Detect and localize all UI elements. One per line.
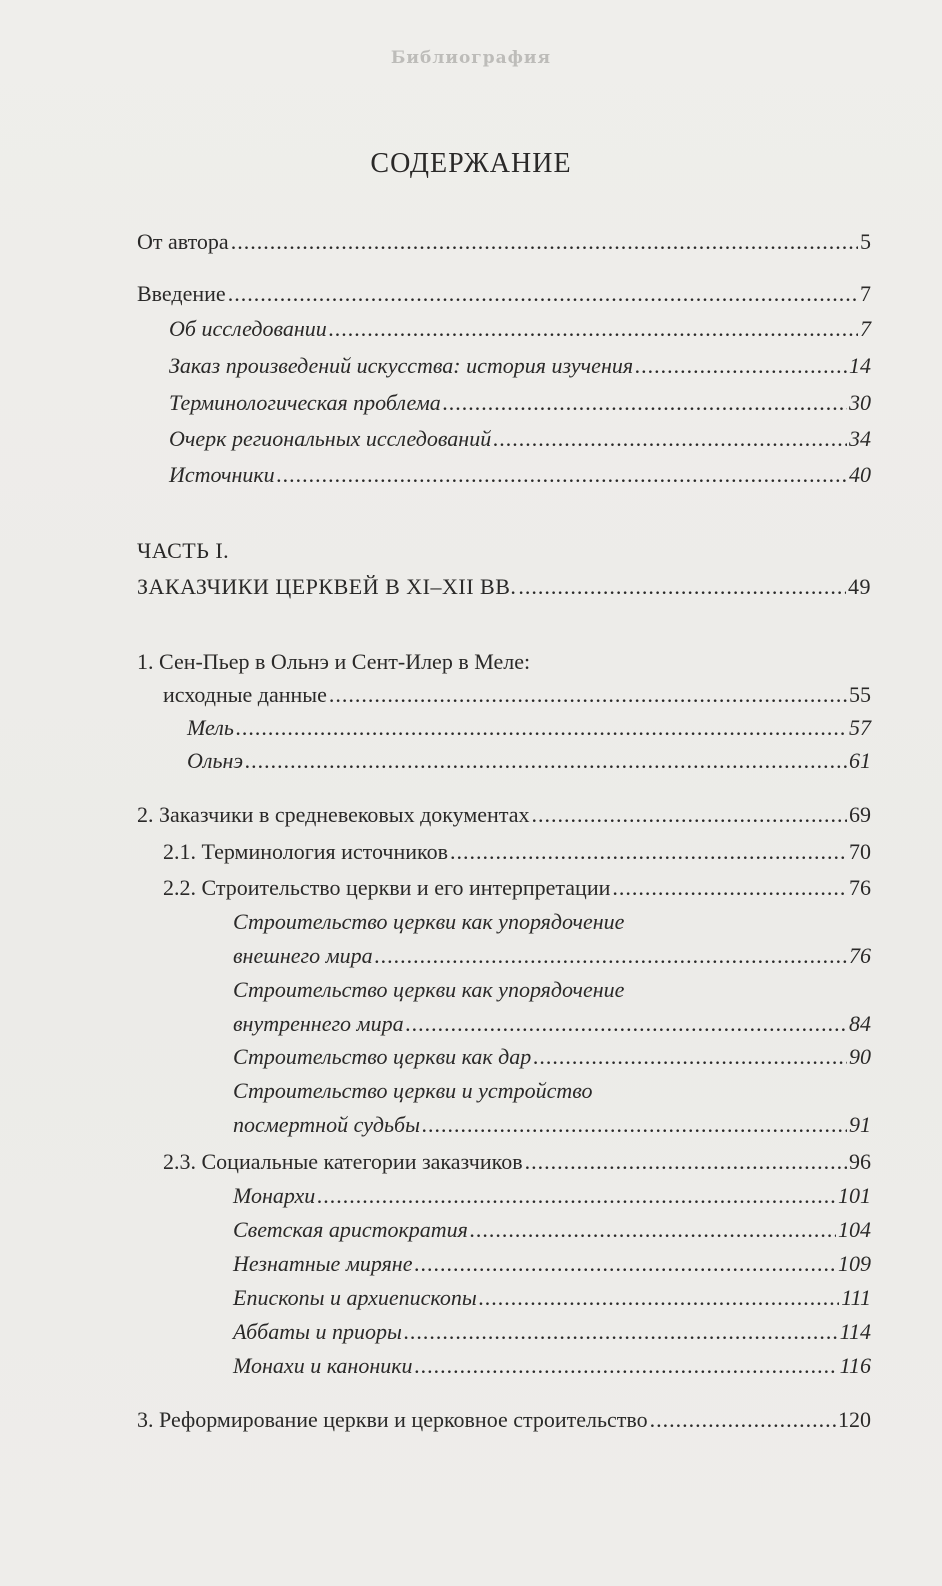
toc-entry xyxy=(137,228,871,256)
dot-leader xyxy=(443,389,847,417)
toc-entry xyxy=(233,1318,871,1346)
toc-entry-page: 104 xyxy=(838,1217,871,1242)
toc-entry-page: 114 xyxy=(839,1319,871,1344)
toc-entry-page: 5 xyxy=(860,229,871,254)
toc-entry xyxy=(137,801,871,829)
toc-entry xyxy=(233,1010,871,1038)
toc-entry-page: 76 xyxy=(849,875,871,900)
toc-entry-page: 34 xyxy=(849,426,871,451)
toc-entry-title-line: Строительство церкви как упорядочение xyxy=(233,909,625,934)
toc-entry xyxy=(233,1043,871,1071)
toc-entry-page: 55 xyxy=(849,682,871,707)
dot-leader xyxy=(317,1182,836,1210)
toc-entry-page: 30 xyxy=(849,390,871,415)
toc-entry-title: Монархи xyxy=(233,1183,316,1208)
toc-entry-title: Очерк региональных исследований xyxy=(169,426,492,451)
toc-entry xyxy=(233,1284,871,1312)
page-title: СОДЕРЖАНИЕ xyxy=(370,148,572,179)
dot-leader xyxy=(533,1043,847,1071)
toc-entry-title: Светская аристократия xyxy=(233,1217,468,1242)
toc-entry-title: внешнего мира xyxy=(233,943,373,968)
dot-leader xyxy=(635,352,847,380)
toc-entry-title: Мель xyxy=(187,715,234,740)
dot-leader xyxy=(228,280,858,308)
toc-entry-page: 49 xyxy=(848,574,871,599)
toc-entry-title: ЗАКАЗЧИКИ ЦЕРКВЕЙ В XI–XII ВВ. xyxy=(137,574,517,599)
toc-entry xyxy=(187,747,871,775)
toc-entry-title: 2.2. Строительство церкви и его интерпретации xyxy=(163,875,611,900)
toc-entry-page: 14 xyxy=(849,353,871,378)
toc-entry-title: посмертной судьбы xyxy=(233,1112,420,1137)
toc-entry-title: Ольнэ xyxy=(187,748,244,773)
running-head: Библиография xyxy=(390,48,552,68)
toc-entry-title: внутреннего мира xyxy=(233,1011,404,1036)
toc-entry-page: 91 xyxy=(849,1112,871,1137)
dot-leader xyxy=(479,1284,840,1312)
toc-entry-title: 2. Заказчики в средневековых документах xyxy=(137,802,530,827)
dot-leader xyxy=(277,461,847,489)
part-heading: ЧАСТЬ I. xyxy=(137,538,230,563)
toc-entry-title: 2.1. Терминология источников xyxy=(163,839,448,864)
toc-entry-title: Заказ произведений искусства: история изучения xyxy=(169,353,634,378)
toc-entry-title: Терминологическая проблема xyxy=(169,390,441,415)
dot-leader xyxy=(612,874,847,902)
toc-entry-title: Незнатные миряне xyxy=(233,1251,413,1276)
toc-entry-title: Аббаты и приоры xyxy=(233,1319,402,1344)
dot-leader xyxy=(375,942,847,970)
toc-entry-page: 96 xyxy=(849,1149,871,1174)
toc-entry-page: 7 xyxy=(860,281,871,306)
toc-entry-title-line: Строительство церкви как упорядочение xyxy=(233,977,625,1002)
toc-entry xyxy=(169,425,871,453)
toc-entry xyxy=(169,389,871,417)
dot-leader xyxy=(329,315,858,343)
toc-entry-page: 101 xyxy=(838,1183,871,1208)
toc-entry-title: Строительство церкви как дар xyxy=(233,1044,532,1069)
toc-entry xyxy=(233,1250,871,1278)
dot-leader xyxy=(231,228,858,256)
toc-entry xyxy=(163,838,871,866)
toc-entry-title: исходные данные xyxy=(163,682,327,707)
toc-entry-title: От автора xyxy=(137,229,229,254)
toc-entry xyxy=(233,1111,871,1139)
toc-entry-title: Епископы и архиепископы xyxy=(233,1285,477,1310)
toc-entry xyxy=(187,714,871,742)
toc-entry-page: 111 xyxy=(841,1285,871,1310)
dot-leader xyxy=(493,425,847,453)
toc-entry xyxy=(169,352,871,380)
toc-entry-title: 3. Реформирование церкви и церковное строительство xyxy=(137,1407,648,1432)
toc-entry xyxy=(137,573,871,601)
toc-entry-title: Источники xyxy=(169,462,275,487)
chapter-heading: 1. Сен-Пьер в Ольнэ и Сент-Илер в Меле: xyxy=(137,649,531,674)
toc-entry-title: Монахи и каноники xyxy=(233,1353,413,1378)
dot-leader xyxy=(422,1111,847,1139)
toc-entry-page: 7 xyxy=(860,316,871,341)
dot-leader xyxy=(525,1148,847,1176)
toc-entry xyxy=(137,280,871,308)
toc-entry-title: Введение xyxy=(137,281,226,306)
toc-entry-page: 61 xyxy=(849,748,871,773)
toc-entry-page: 90 xyxy=(849,1044,871,1069)
dot-leader xyxy=(406,1010,847,1038)
toc-entry xyxy=(163,874,871,902)
dot-leader xyxy=(415,1352,838,1380)
toc-entry xyxy=(169,315,871,343)
dot-leader xyxy=(404,1318,838,1346)
toc-entry-title: Об исследовании xyxy=(169,316,327,341)
toc-entry-page: 109 xyxy=(838,1251,871,1276)
toc-entry xyxy=(233,942,871,970)
toc-entry xyxy=(163,681,871,709)
toc-entry xyxy=(169,461,871,489)
toc-entry-page: 69 xyxy=(849,802,871,827)
dot-leader xyxy=(650,1406,836,1434)
dot-leader xyxy=(518,573,846,601)
toc-entry-page: 84 xyxy=(849,1011,871,1036)
toc-entry-title: 2.3. Социальные категории заказчиков xyxy=(163,1149,523,1174)
toc-entry-page: 57 xyxy=(849,715,871,740)
toc-entry-page: 40 xyxy=(849,462,871,487)
dot-leader xyxy=(414,1250,836,1278)
dot-leader xyxy=(531,801,847,829)
dot-leader xyxy=(245,747,847,775)
dot-leader xyxy=(329,681,847,709)
toc-entry-page: 76 xyxy=(849,943,871,968)
toc-entry xyxy=(233,1352,871,1380)
toc-entry xyxy=(233,1216,871,1244)
toc-entry xyxy=(163,1148,871,1176)
toc-entry-page: 116 xyxy=(839,1353,871,1378)
dot-leader xyxy=(450,838,847,866)
toc-entry xyxy=(137,1406,871,1434)
dot-leader xyxy=(236,714,847,742)
toc-entry-title-line: Строительство церкви и устройство xyxy=(233,1078,593,1103)
toc-entry xyxy=(233,1182,871,1210)
toc-entry-page: 120 xyxy=(838,1407,871,1432)
toc-entry-page: 70 xyxy=(849,839,871,864)
dot-leader xyxy=(470,1216,836,1244)
